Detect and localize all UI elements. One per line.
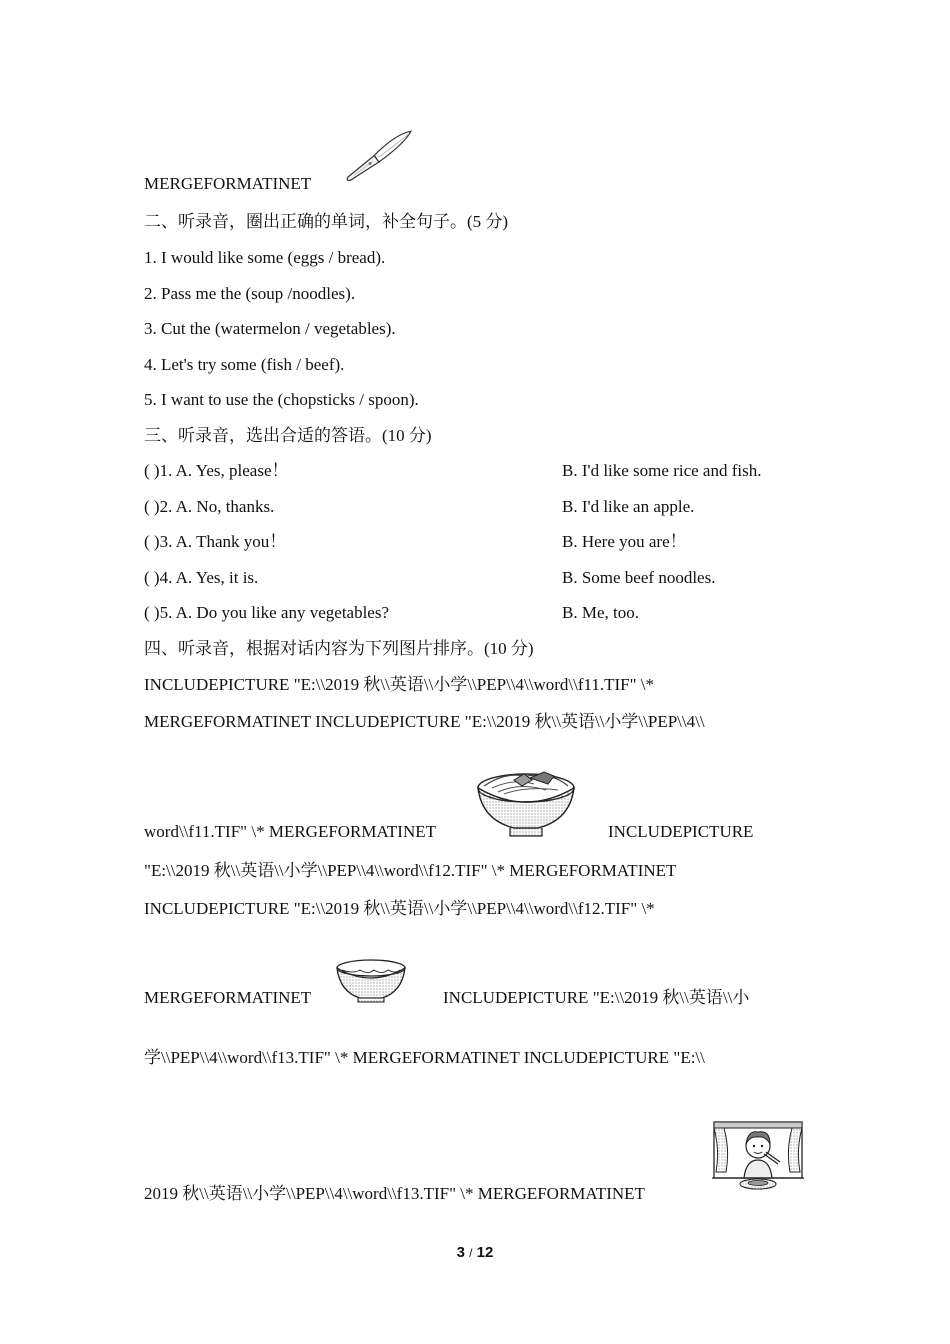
section2-item-2: 2. Pass me the (soup /noodles). bbox=[144, 284, 356, 303]
merge-format-text: MERGEFORMATINET bbox=[144, 174, 312, 193]
section4-line-7: MERGEFORMATINET bbox=[144, 988, 312, 1007]
section3-item-2-b: B. I'd like an apple. bbox=[562, 497, 695, 516]
section4-line-3: word\\f11.TIF" \* MERGEFORMATINET bbox=[144, 822, 436, 841]
section4-line-2: MERGEFORMATINET INCLUDEPICTURE "E:\\2019 秋\\英语\\小学\\PEP\\4\\ bbox=[144, 712, 705, 731]
section4-line-6: INCLUDEPICTURE "E:\\2019 秋\\英语\\小学\\PEP\\4\\word\\f12.TIF" \* bbox=[144, 899, 655, 918]
section3-item-5-b: B. Me, too. bbox=[562, 603, 639, 622]
section2-item-3: 3. Cut the (watermelon / vegetables). bbox=[144, 319, 396, 338]
child-eating-picture bbox=[712, 1120, 804, 1194]
bowl-icon bbox=[334, 958, 408, 1004]
child-eating-icon bbox=[712, 1120, 804, 1194]
section3-item-1-a: ( )1. A. Yes, please！ bbox=[144, 461, 289, 480]
noodle-bowl-picture bbox=[474, 768, 578, 840]
section4-line-10: 2019 秋\\英语\\小学\\PEP\\4\\word\\f13.TIF" \* MERGEFORMATINET bbox=[144, 1184, 645, 1203]
section4-line-9: 学\\PEP\\4\\word\\f13.TIF" \* MERGEFORMATINET INCLUDEPICTURE "E:\\ bbox=[144, 1048, 705, 1067]
section3-item-1-b: B. I'd like some rice and fish. bbox=[562, 461, 762, 480]
section4-line-8: INCLUDEPICTURE "E:\\2019 秋\\英语\\小 bbox=[443, 988, 750, 1007]
section3-item-5-a: ( )5. A. Do you like any vegetables? bbox=[144, 603, 390, 622]
section4-line-1: INCLUDEPICTURE "E:\\2019 秋\\英语\\小学\\PEP\\4\\word\\f11.TIF" \* bbox=[144, 675, 655, 694]
small-bowl-picture bbox=[334, 958, 408, 1004]
section3-heading: 三、听录音，选出合适的答语。(10 分) bbox=[144, 426, 432, 445]
section2-item-4: 4. Let's try some (fish / beef). bbox=[144, 355, 345, 374]
section4-heading: 四、听录音，根据对话内容为下列图片排序。(10 分) bbox=[144, 639, 534, 658]
section3-item-2-a: ( )2. A. No, thanks. bbox=[144, 497, 275, 516]
section3-item-4-a: ( )4. A. Yes, it is. bbox=[144, 568, 259, 587]
section4-line-4: INCLUDEPICTURE bbox=[608, 822, 754, 841]
current-page: 3 bbox=[456, 1244, 465, 1261]
total-pages: 12 bbox=[476, 1244, 494, 1261]
section2-item-5: 5. I want to use the (chopsticks / spoon). bbox=[144, 390, 419, 409]
knife-icon bbox=[336, 124, 422, 190]
section3-item-3-b: B. Here you are！ bbox=[562, 532, 687, 551]
noodle-bowl-icon bbox=[474, 768, 578, 840]
section3-item-4-b: B. Some beef noodles. bbox=[562, 568, 716, 587]
section3-item-3-a: ( )3. A. Thank you！ bbox=[144, 532, 287, 551]
page-number bbox=[0, 1243, 950, 1263]
section2-heading: 二、听录音，圈出正确的单词，补全句子。(5 分) bbox=[144, 212, 509, 231]
section2-item-1: 1. I would like some (eggs / bread). bbox=[144, 248, 386, 267]
knife-picture bbox=[336, 124, 422, 190]
section4-line-5: "E:\\2019 秋\\英语\\小学\\PEP\\4\\word\\f12.TIF" \* MERGEFORMATINET bbox=[144, 861, 677, 880]
page-separator: / bbox=[469, 1246, 473, 1260]
